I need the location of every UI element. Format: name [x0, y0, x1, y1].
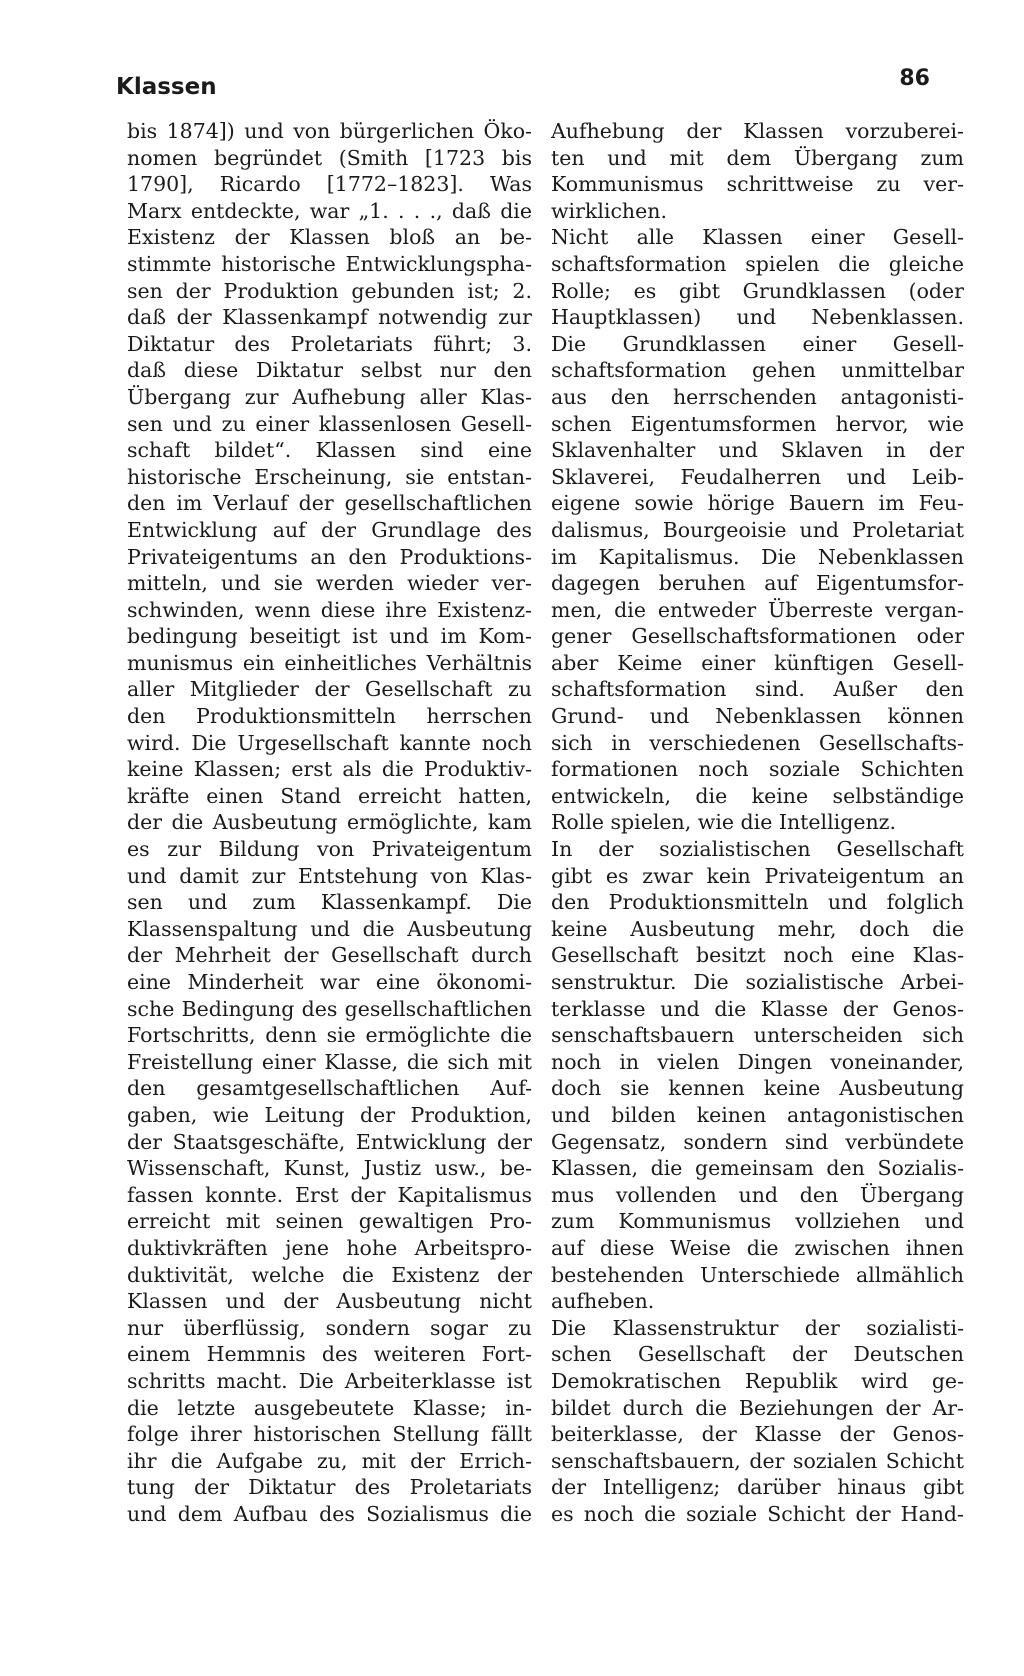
right-column-text-line: beiterklasse, der Klasse der Genos-	[551, 1422, 964, 1447]
right-column-text-line: In der sozialistischen Gesellschaft	[551, 837, 964, 862]
left-column-text-line: schaft bildet“. Klassen sind eine	[127, 438, 532, 463]
left-column-text-line: daß diese Diktatur selbst nur den	[127, 358, 532, 383]
left-column-text-line: wird. Die Urgesellschaft kannte noch	[127, 730, 532, 755]
right-column-text-line: Kommunismus schrittweise zu ver-	[551, 172, 964, 197]
right-column-text-line: wirklichen.	[551, 198, 667, 223]
right-column-text-line: schaftsformation spielen die gleiche	[551, 251, 964, 276]
right-column-text-line: senschaftsbauern, der sozialen Schicht	[551, 1448, 964, 1473]
right-column-text-line: dalismus, Bourgeoisie und Proletariat	[551, 517, 964, 542]
left-column-text-line: sen der Produktion gebunden ist; 2.	[127, 278, 532, 303]
left-column-text-line: Fortschritts, denn sie ermöglichte die	[127, 1023, 532, 1048]
left-column-text-line: eine Minderheit war eine ökonomi-	[127, 970, 532, 994]
right-column-text-line: sich in verschiedenen Gesellschafts-	[551, 730, 964, 755]
right-column-text-line: schen Eigentumsformen hervor, wie	[551, 411, 964, 436]
left-column-text-line: sen und zum Klassenkampf. Die	[127, 890, 532, 915]
right-column-text-line: auf diese Weise die zwischen ihnen	[551, 1235, 964, 1260]
left-column-text-line: den Produktionsmitteln herrschen	[127, 704, 532, 729]
right-column-text-line: Rolle spielen, wie die Intelligenz.	[551, 810, 896, 835]
left-column-text-line: und damit zur Entstehung von Klas-	[127, 863, 532, 888]
right-column-text-line: Sklavenhalter und Sklaven in der	[551, 438, 964, 463]
left-column-text-line: Klassen und der Ausbeutung nicht	[127, 1289, 532, 1314]
right-column-text-line: zum Kommunismus vollziehen und	[551, 1209, 964, 1234]
right-column-text-line: senstruktur. Die sozialistische Arbei-	[551, 970, 964, 994]
right-column-text-line: der Intelligenz; darüber hinaus gibt	[551, 1475, 964, 1500]
right-column-text-line: entwickeln, die keine selbständige	[551, 783, 964, 808]
left-column-text-line: keine Klassen; erst als die Produktiv-	[127, 757, 532, 782]
right-text-column	[551, 118, 964, 1527]
right-column-text-line: und bilden keinen antagonistischen	[551, 1102, 964, 1127]
right-column-text-line: aufheben.	[551, 1289, 655, 1314]
left-column-text-line: mitteln, und sie werden wieder ver-	[127, 571, 532, 596]
left-column-text-line: aller Mitglieder der Gesellschaft zu	[127, 677, 532, 702]
left-column-text-line: den im Verlauf der gesellschaftlichen	[127, 491, 532, 516]
right-column-text-line: Gesellschaft besitzt noch eine Klas-	[551, 943, 964, 968]
right-column-text-line: Gegensatz, sondern sind verbündete	[551, 1129, 964, 1154]
left-column-text-line: bedingung beseitigt ist und im Kom-	[127, 624, 532, 649]
right-column-text-line: Sklaverei, Feudalherren und Leib-	[551, 464, 964, 489]
right-column-text-line: Nicht alle Klassen einer Gesell-	[551, 225, 964, 250]
left-column-text-line: kräfte einen Stand erreicht hatten,	[127, 783, 532, 808]
left-column-text-line: der die Ausbeutung ermöglichte, kam	[127, 810, 532, 835]
right-column-text-line: ten und mit dem Übergang zum	[551, 145, 964, 170]
right-column-text-line: Rolle; es gibt Grundklassen (oder	[551, 278, 964, 303]
left-column-text-line: sen und zu einer klassenlosen Gesell-	[127, 411, 532, 436]
left-column-text-line: erreicht mit seinen gewaltigen Pro-	[127, 1209, 532, 1234]
left-column-text-line: Freistellung einer Klasse, die sich mit	[127, 1049, 532, 1074]
right-column-text-line: schaftsformation gehen unmittelbar	[551, 358, 964, 383]
left-column-text-line: und dem Aufbau des Sozialismus die	[127, 1501, 532, 1526]
left-column-text-line: Übergang zur Aufhebung aller Klas-	[127, 384, 532, 409]
right-column-text-line: doch sie kennen keine Ausbeutung	[551, 1076, 964, 1101]
right-column-text-line: mus vollenden und den Übergang	[551, 1182, 964, 1207]
running-head-title: Klassen	[116, 74, 217, 100]
left-column-text-line: der Mehrheit der Gesellschaft durch	[127, 943, 532, 968]
right-column-text-line: dagegen beruhen auf Eigentumsfor-	[551, 571, 964, 596]
left-column-text-line: schwinden, wenn diese ihre Existenz-	[127, 597, 532, 622]
left-column-text-line: schritts macht. Die Arbeiterklasse ist	[127, 1368, 532, 1393]
left-column-text-line: sche Bedingung des gesellschaftlichen	[127, 996, 532, 1021]
right-column-text-line: Aufhebung der Klassen vorzuberei-	[551, 119, 964, 143]
left-column-text-line: bis 1874]) und von bürgerlichen Öko-	[127, 119, 532, 143]
right-column-text-line: senschaftsbauern unterscheiden sich	[551, 1023, 964, 1048]
left-column-text-line: ihr die Aufgabe zu, mit der Errich-	[127, 1448, 532, 1473]
right-column-text-line: noch in vielen Dingen voneinander,	[551, 1049, 964, 1074]
right-column-text-line: terklasse und die Klasse der Genos-	[551, 996, 964, 1021]
left-column-text-line: fassen konnte. Erst der Kapitalismus	[127, 1182, 532, 1207]
right-column-text-line: eigene sowie hörige Bauern im Feu-	[551, 491, 964, 516]
right-column-text-line: den Produktionsmitteln und folglich	[551, 890, 964, 915]
left-column-text-line: einem Hemmnis des weiteren Fort-	[127, 1342, 532, 1367]
left-column-text-line: tung der Diktatur des Proletariats	[127, 1475, 532, 1500]
left-column-text-line: es zur Bildung von Privateigentum	[127, 837, 532, 862]
left-column-text-line: Existenz der Klassen bloß an be-	[127, 225, 532, 250]
left-column-text-line: der Staatsgeschäfte, Entwicklung der	[127, 1129, 532, 1154]
left-column-text-line: munismus ein einheitliches Verhältnis	[127, 650, 532, 675]
left-column-text-line: Privateigentums an den Produktions-	[127, 544, 532, 569]
left-column-text-line: folge ihrer historischen Stellung fällt	[127, 1422, 532, 1447]
right-column-text-line: schen Gesellschaft der Deutschen	[551, 1342, 964, 1367]
left-column-text-line: nur überflüssig, sondern sogar zu	[127, 1315, 532, 1340]
right-column-text-line: Klassen, die gemeinsam den Sozialis-	[551, 1156, 964, 1181]
right-column-text-line: aus den herrschenden antagonisti-	[551, 384, 964, 409]
right-column-text-line: gener Gesellschaftsformationen oder	[551, 624, 964, 649]
left-column-text-line: 1790], Ricardo [1772–1823]. Was	[127, 172, 532, 197]
left-column-text-line: Diktatur des Proletariats führt; 3.	[127, 331, 532, 356]
left-column-text-line: nomen begründet (Smith [1723 bis	[127, 145, 532, 170]
left-column-text-line: den gesamtgesellschaftlichen Auf-	[127, 1076, 532, 1101]
left-column-text-line: duktivität, welche die Existenz der	[127, 1262, 532, 1287]
right-column-text-line: Grund- und Nebenklassen können	[551, 704, 964, 729]
right-column-text-line: keine Ausbeutung mehr, doch die	[551, 916, 964, 941]
right-column-text-line: schaftsformation sind. Außer den	[551, 677, 964, 702]
right-column-text-line: Demokratischen Republik wird ge-	[551, 1368, 964, 1393]
right-column-text-line: Hauptklassen) und Nebenklassen.	[551, 305, 964, 330]
left-column-text-line: Entwicklung auf der Grundlage des	[127, 517, 532, 542]
left-column-text-line: stimmte historische Entwicklungspha-	[127, 251, 532, 276]
left-column-text-line: historische Erscheinung, sie entstan-	[127, 464, 532, 489]
right-column-text-line: men, die entweder Überreste vergan-	[551, 597, 964, 622]
right-column-text-line: es noch die soziale Schicht der Hand-	[551, 1501, 964, 1526]
right-column-text-line: Die Grundklassen einer Gesell-	[551, 331, 964, 356]
page-number: 86	[899, 66, 930, 91]
left-column-text-line: Wissenschaft, Kunst, Justiz usw., be-	[127, 1156, 532, 1181]
left-column-text-line: gaben, wie Leitung der Produktion,	[127, 1102, 532, 1127]
left-column-text-line: Klassenspaltung und die Ausbeutung	[127, 916, 532, 941]
right-column-text-line: bestehenden Unterschiede allmählich	[551, 1262, 964, 1287]
right-column-text-line: bildet durch die Beziehungen der Ar-	[551, 1395, 964, 1420]
right-column-text-line: im Kapitalismus. Die Nebenklassen	[551, 544, 964, 569]
right-column-text-line: aber Keime einer künftigen Gesell-	[551, 650, 964, 675]
right-column-text-line: gibt es zwar kein Privateigentum an	[551, 863, 964, 888]
left-column-text-line: Marx entdeckte, war „1. . . ., daß die	[127, 198, 532, 223]
right-column-text-line: Die Klassenstruktur der sozialisti-	[551, 1315, 964, 1340]
left-column-text-line: die letzte ausgebeutete Klasse; in-	[127, 1395, 532, 1420]
left-text-column	[127, 118, 532, 1527]
left-column-text-line: duktivkräften jene hohe Arbeitspro-	[127, 1235, 532, 1260]
right-column-text-line: formationen noch soziale Schichten	[551, 757, 964, 782]
left-column-text-line: daß der Klassenkampf notwendig zur	[127, 305, 532, 330]
